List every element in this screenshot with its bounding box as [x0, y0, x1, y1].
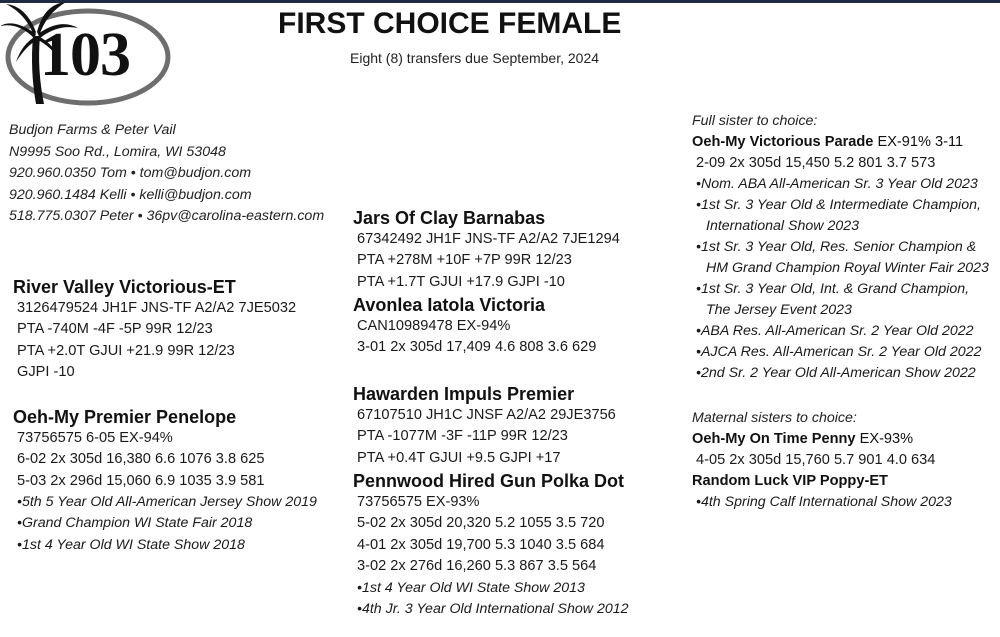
achievement-line: •5th 5 Year Old All-American Jersey Show 2019	[17, 494, 317, 511]
maternal-sister-name-text: Oeh-My On Time Penny	[692, 431, 856, 447]
maternal-sisters-heading: Maternal sisters to choice:	[692, 410, 857, 426]
contact-line: 518.775.0307 Peter • 36pv@carolina-eastern.com	[9, 208, 325, 224]
full-sister-heading: Full sister to choice:	[692, 113, 818, 129]
pedigree-line: 4-01 2x 305d 19,700 5.3 1040 3.5 684	[357, 536, 605, 553]
contact-line: 920.960.0350 Tom • tom@budjon.com	[9, 165, 252, 181]
paternal-grandsire-name: Jars Of Clay Barnabas	[353, 208, 546, 228]
full-sister-name-text: Oeh-My Victorious Parade	[692, 134, 874, 150]
achievement-line: •Nom. ABA All-American Sr. 3 Year Old 2023	[696, 176, 978, 193]
full-sister-classification: EX-91% 3-11	[873, 134, 964, 150]
pedigree-line: 5-02 2x 305d 20,320 5.2 1055 3.5 720	[357, 515, 605, 532]
page-title: FIRST CHOICE FEMALE	[278, 7, 622, 40]
achievement-line: •4th Spring Calf International Show 2023	[696, 494, 952, 511]
contact-line: 920.960.1484 Kelli • kelli@budjon.com	[9, 186, 252, 203]
pedigree-line: PTA +278M +10F +7P 99R 12/23	[357, 252, 572, 269]
pedigree-line: 73756575 EX-93%	[357, 494, 480, 510]
contact-line: N9995 Soo Rd., Lomira, WI 53048	[9, 143, 226, 160]
sire-block	[13, 276, 296, 384]
achievement-line-cont: International Show 2023	[706, 218, 860, 235]
dam-name: Oeh-My Premier Penelope	[13, 407, 237, 427]
lot-number: 103	[40, 21, 130, 89]
contact-info	[9, 120, 324, 228]
pedigree-line: PTA +0.4T GJUI +9.5 GJPI +17	[357, 449, 561, 466]
pedigree-line: PTA +1.7T GJUI +17.9 GJPI -10	[357, 273, 565, 290]
contact-line: Budjon Farms & Peter Vail	[9, 122, 176, 138]
pedigree-line: PTA -1077M -3F -11P 99R 12/23	[357, 428, 568, 445]
production-record: 4-05 2x 305d 15,760 5.7 901 4.0 634	[696, 452, 936, 468]
pedigree-line: 73756575 6-05 EX-94%	[17, 430, 173, 446]
pedigree-line: CAN10989478 EX-94%	[357, 318, 511, 334]
pedigree-line: 5-03 2x 296d 15,060 6.9 1035 3.9 581	[17, 472, 265, 489]
dam-block	[13, 406, 317, 556]
maternal-grandsire-name: Hawarden Impuls Premier	[353, 384, 575, 404]
pedigree-line: PTA -740M -4F -5P 99R 12/23	[17, 321, 213, 338]
maternal-granddam-block	[353, 470, 629, 620]
maternal-sister-classification: EX-93%	[855, 431, 914, 447]
maternal-sister-name	[692, 429, 952, 450]
achievement-line: •1st 4 Year Old WI State Show 2013	[357, 579, 585, 596]
full-sister-block	[692, 111, 989, 384]
paternal-grandsire-block	[353, 207, 620, 293]
achievement-line: •2nd Sr. 2 Year Old All-American Show 2022	[696, 365, 976, 382]
pedigree-line: 6-02 2x 305d 16,380 6.6 1076 3.8 625	[17, 451, 265, 468]
paternal-granddam-block	[353, 294, 596, 359]
achievement-line: •1st 4 Year Old WI State Show 2018	[17, 536, 245, 553]
achievement-line-cont: The Jersey Event 2023	[706, 302, 852, 319]
maternal-sisters-block	[692, 408, 952, 513]
sire-name: River Valley Victorious-ET	[13, 277, 236, 297]
achievement-line: •1st Sr. 3 Year Old, Res. Senior Champion &	[696, 239, 977, 256]
pedigree-line: GJPI -10	[17, 364, 75, 381]
maternal-granddam-name: Pennwood Hired Gun Polka Dot	[353, 471, 625, 491]
achievement-line: •1st Sr. 3 Year Old, Int. & Grand Champion,	[696, 281, 970, 298]
pedigree-line: 67342492 JH1F JNS-TF A2/A2 7JE1294	[357, 231, 620, 247]
achievement-line: •ABA Res. All-American Sr. 2 Year Old 2022	[696, 323, 974, 340]
achievement-line-cont: HM Grand Champion Royal Winter Fair 2023	[706, 260, 989, 277]
maternal-sister-name: Random Luck VIP Poppy-ET	[692, 473, 888, 490]
achievement-line: •Grand Champion WI State Fair 2018	[17, 515, 253, 532]
pedigree-line: 3-02 2x 276d 16,260 5.3 867 3.5 564	[357, 558, 597, 575]
maternal-grandsire-block	[353, 383, 616, 469]
pedigree-line: 3126479524 JH1F JNS-TF A2/A2 7JE5032	[17, 300, 297, 316]
pedigree-line: PTA +2.0T GJUI +21.9 99R 12/23	[17, 342, 235, 359]
achievement-line: •4th Jr. 3 Year Old International Show 2012	[357, 600, 629, 617]
paternal-granddam-name: Avonlea Iatola Victoria	[353, 295, 546, 315]
full-sister-name	[692, 132, 989, 153]
achievement-line: •1st Sr. 3 Year Old & Intermediate Champion,	[696, 197, 981, 214]
pedigree-line: 67107510 JH1C JNSF A2/A2 29JE3756	[357, 407, 616, 423]
achievement-line: •AJCA Res. All-American Sr. 2 Year Old 2022	[696, 344, 982, 361]
production-record: 2-09 2x 305d 15,450 5.2 801 3.7 573	[696, 155, 936, 171]
page-subtitle: Eight (8) transfers due September, 2024	[350, 50, 600, 66]
pedigree-line: 3-01 2x 305d 17,409 4.6 808 3.6 629	[357, 339, 597, 356]
